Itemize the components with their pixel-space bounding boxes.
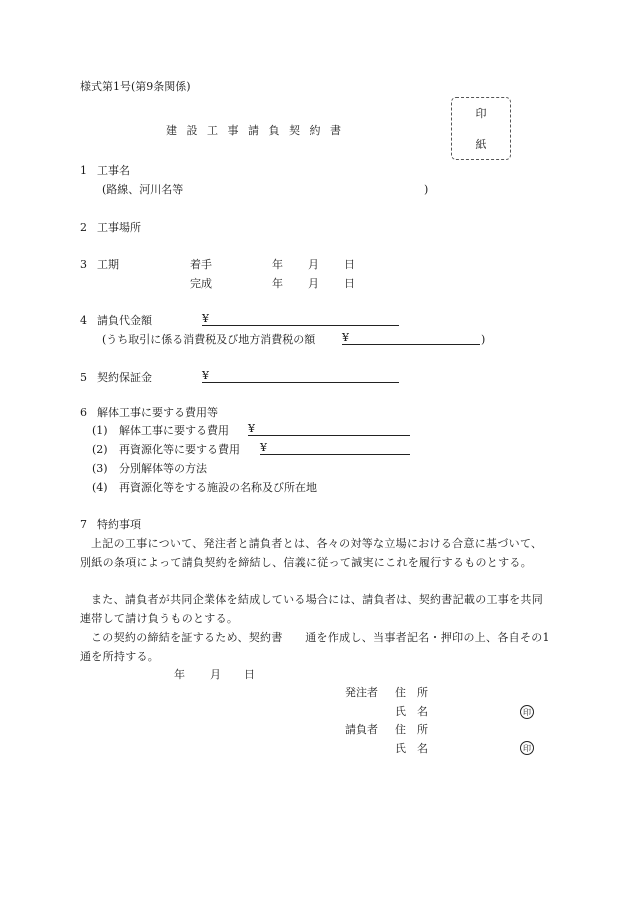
stamp-label-bottom: 紙 — [475, 138, 487, 151]
yen-sign: ¥ — [260, 441, 267, 454]
contractor-label: 請負者 — [345, 723, 378, 736]
clause-paragraph-3: この契約の締結を証するため、契約書 通を作成し、当事者記名・押印の上、各自その1通を所持する。 — [80, 631, 550, 663]
form-label: 様式第1号(第9条関係) — [80, 80, 191, 93]
section-3-number: 3 — [80, 258, 87, 271]
section-5-number: 5 — [80, 371, 87, 384]
orderer-name-label: 氏 名 — [395, 705, 428, 718]
end-day-label: 日 — [344, 277, 355, 290]
demolition-cost-field — [248, 422, 410, 436]
end-month-label: 月 — [308, 277, 319, 290]
clause-paragraph-1: 上記の工事について、発注者と請負者とは、各々の対等な立場における合意に基づいて、別紙の条項によって請負契約を締結し、信義に従って誠実にこれを履行するものとする。 — [80, 537, 543, 569]
item-1-number: (1) — [92, 424, 108, 437]
item-1-text: 解体工事に要する費用 — [119, 424, 229, 437]
contractor-address-label: 住 所 — [395, 723, 428, 736]
section-1-number: 1 — [80, 164, 87, 177]
item-4-text: 再資源化等をする施設の名称及び所在地 — [119, 481, 317, 494]
tax-amount-close: ) — [481, 333, 486, 346]
section-7-title: 特約事項 — [97, 518, 141, 531]
item-3-text: 分別解体等の方法 — [119, 462, 207, 475]
item-2-number: (2) — [92, 443, 108, 456]
tax-amount-field — [342, 331, 480, 345]
section-4-number: 4 — [80, 314, 87, 327]
section-4-title: 請負代金額 — [97, 314, 152, 327]
section-1-title: 工事名 — [97, 164, 130, 177]
section-3-title: 工期 — [97, 258, 119, 271]
section-6-number: 6 — [80, 406, 87, 419]
date-month-label: 月 — [210, 668, 221, 681]
section-2-title: 工事場所 — [97, 221, 141, 234]
item-3-number: (3) — [92, 462, 108, 475]
section-2-number: 2 — [80, 221, 87, 234]
yen-sign: ¥ — [248, 422, 255, 435]
revenue-stamp-box — [451, 97, 511, 160]
section-7-number: 7 — [80, 518, 87, 531]
guarantee-amount-field — [202, 369, 399, 383]
route-river-note: (路線、河川名等 — [102, 183, 184, 196]
start-year-label: 年 — [272, 258, 283, 271]
recycling-cost-field — [260, 441, 410, 455]
date-year-label: 年 — [174, 668, 185, 681]
start-month-label: 月 — [308, 258, 319, 271]
yen-sign: ¥ — [202, 312, 209, 325]
tax-amount-label: (うち取引に係る消費税及び地方消費税の額 — [102, 333, 316, 346]
contract-amount-field — [202, 312, 399, 326]
orderer-seal-mark: 印 — [520, 705, 534, 719]
contractor-name-label: 氏 名 — [395, 742, 428, 755]
completion-label: 完成 — [190, 277, 212, 290]
item-4-number: (4) — [92, 481, 108, 494]
yen-sign: ¥ — [342, 331, 349, 344]
contractor-seal-mark: 印 — [520, 741, 534, 755]
start-day-label: 日 — [344, 258, 355, 271]
date-day-label: 日 — [244, 668, 255, 681]
yen-sign: ¥ — [202, 369, 209, 382]
section-6-title: 解体工事に要する費用等 — [97, 406, 218, 419]
document-title: 建設工事請負契約書 — [166, 124, 351, 137]
route-river-note-close: ) — [424, 183, 429, 196]
end-year-label: 年 — [272, 277, 283, 290]
start-label: 着手 — [190, 258, 212, 271]
clause-paragraph-2: また、請負者が共同企業体を結成している場合には、請負者は、契約書記載の工事を共同連帯して請け負うものとする。 — [80, 593, 543, 625]
stamp-label-top: 印 — [475, 107, 487, 120]
section-5-title: 契約保証金 — [97, 371, 152, 384]
item-2-text: 再資源化等に要する費用 — [119, 443, 240, 456]
orderer-address-label: 住 所 — [395, 686, 428, 699]
orderer-label: 発注者 — [345, 686, 378, 699]
